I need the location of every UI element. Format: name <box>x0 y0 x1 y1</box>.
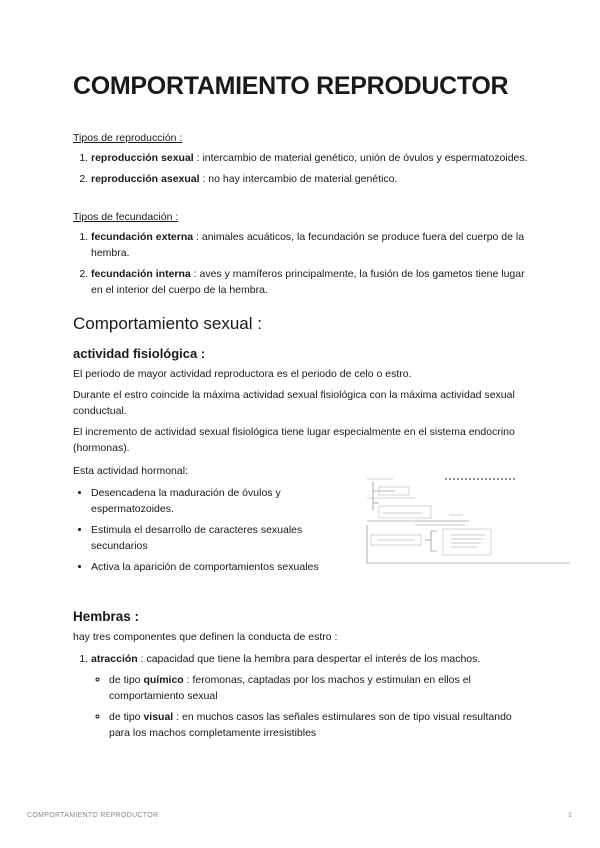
fertilization-types-section <box>73 209 533 303</box>
females-section <box>73 651 533 746</box>
list-item <box>91 229 533 261</box>
page-title: COMPORTAMIENTO REPRODUCTOR <box>73 72 509 100</box>
females-heading: Hembras : <box>73 609 140 624</box>
females-intro: hay tres componentes que definen la conducta de estro : <box>73 631 338 643</box>
list-item <box>91 171 533 187</box>
hormonal-list <box>73 485 343 575</box>
paragraph: Durante el estro coincide la máxima actividad sexual fisiológica con la máxima actividad sexual conductual. <box>73 389 515 417</box>
definition: : capacidad que tiene la hembra para despertar el interés de los machos. <box>137 653 481 665</box>
fertilization-types-heading: Tipos de fecundación : <box>73 211 179 223</box>
list-item <box>91 150 533 166</box>
list-item: • Desencadena la maduración de óvulos y espermatozoides. <box>91 485 343 517</box>
paragraph: El periodo de mayor actividad reproductora es el periodo de celo o estro. <box>73 368 412 380</box>
list-item <box>91 651 533 741</box>
term: visual <box>143 711 174 723</box>
subsection-heading: actividad fisiológica : <box>73 346 206 361</box>
attraction-subtypes <box>91 672 533 741</box>
term: fecundación interna <box>91 268 191 280</box>
reproduction-types-section <box>73 130 533 192</box>
definition: : no hay intercambio de material genético. <box>199 173 398 185</box>
hormonal-flow-diagram <box>365 473 570 567</box>
fertilization-types-list <box>73 229 533 298</box>
list-item <box>91 266 533 298</box>
reproduction-types-list <box>73 150 533 187</box>
definition: : feromonas, captadas por los machos y estimulan en ellos el comportamiento sexual <box>109 674 471 702</box>
estrus-components-list <box>73 651 533 741</box>
paragraph: El incremento de actividad sexual fisiológica tiene lugar especialmente en el sistema endocrino (hormonas). <box>73 426 515 454</box>
list-item <box>109 672 533 704</box>
definition: : en muchos casos las señales estimulares son de tipo visual resultando para los machos completamente irresistibles <box>109 711 512 739</box>
page-number: 1 <box>568 812 573 819</box>
hormonal-intro: Esta actividad hormonal: <box>73 465 188 477</box>
prefix: de tipo <box>109 674 144 686</box>
term: reproducción asexual <box>91 173 200 185</box>
definition: : intercambio de material genético, unión de óvulos y espermatozoides. <box>193 152 528 164</box>
hormonal-section <box>73 463 343 580</box>
term: fecundación externa <box>91 231 194 243</box>
term: reproducción sexual <box>91 152 194 164</box>
section-heading: Comportamiento sexual : <box>73 314 262 333</box>
term: atracción <box>91 653 138 665</box>
definition: : animales acuáticos, la fecundación se produce fuera del cuerpo de la hembra. <box>91 231 525 259</box>
definition: : aves y mamíferos principalmente, la fusión de los gametos tiene lugar en el interior del cuerpo de la hembra. <box>91 268 525 296</box>
physiology-paragraphs <box>73 366 533 456</box>
footer-title: COMPORTAMIENTO REPRODUCTOR <box>27 812 159 819</box>
list-item: • Estimula el desarrollo de caracteres sexuales secundarios <box>91 522 343 554</box>
list-item <box>109 709 533 741</box>
prefix: de tipo <box>109 711 144 723</box>
list-item: • Activa la aparición de comportamientos sexuales <box>91 559 343 575</box>
term: químico <box>143 674 184 686</box>
reproduction-types-heading: Tipos de reproducción : <box>73 132 183 144</box>
